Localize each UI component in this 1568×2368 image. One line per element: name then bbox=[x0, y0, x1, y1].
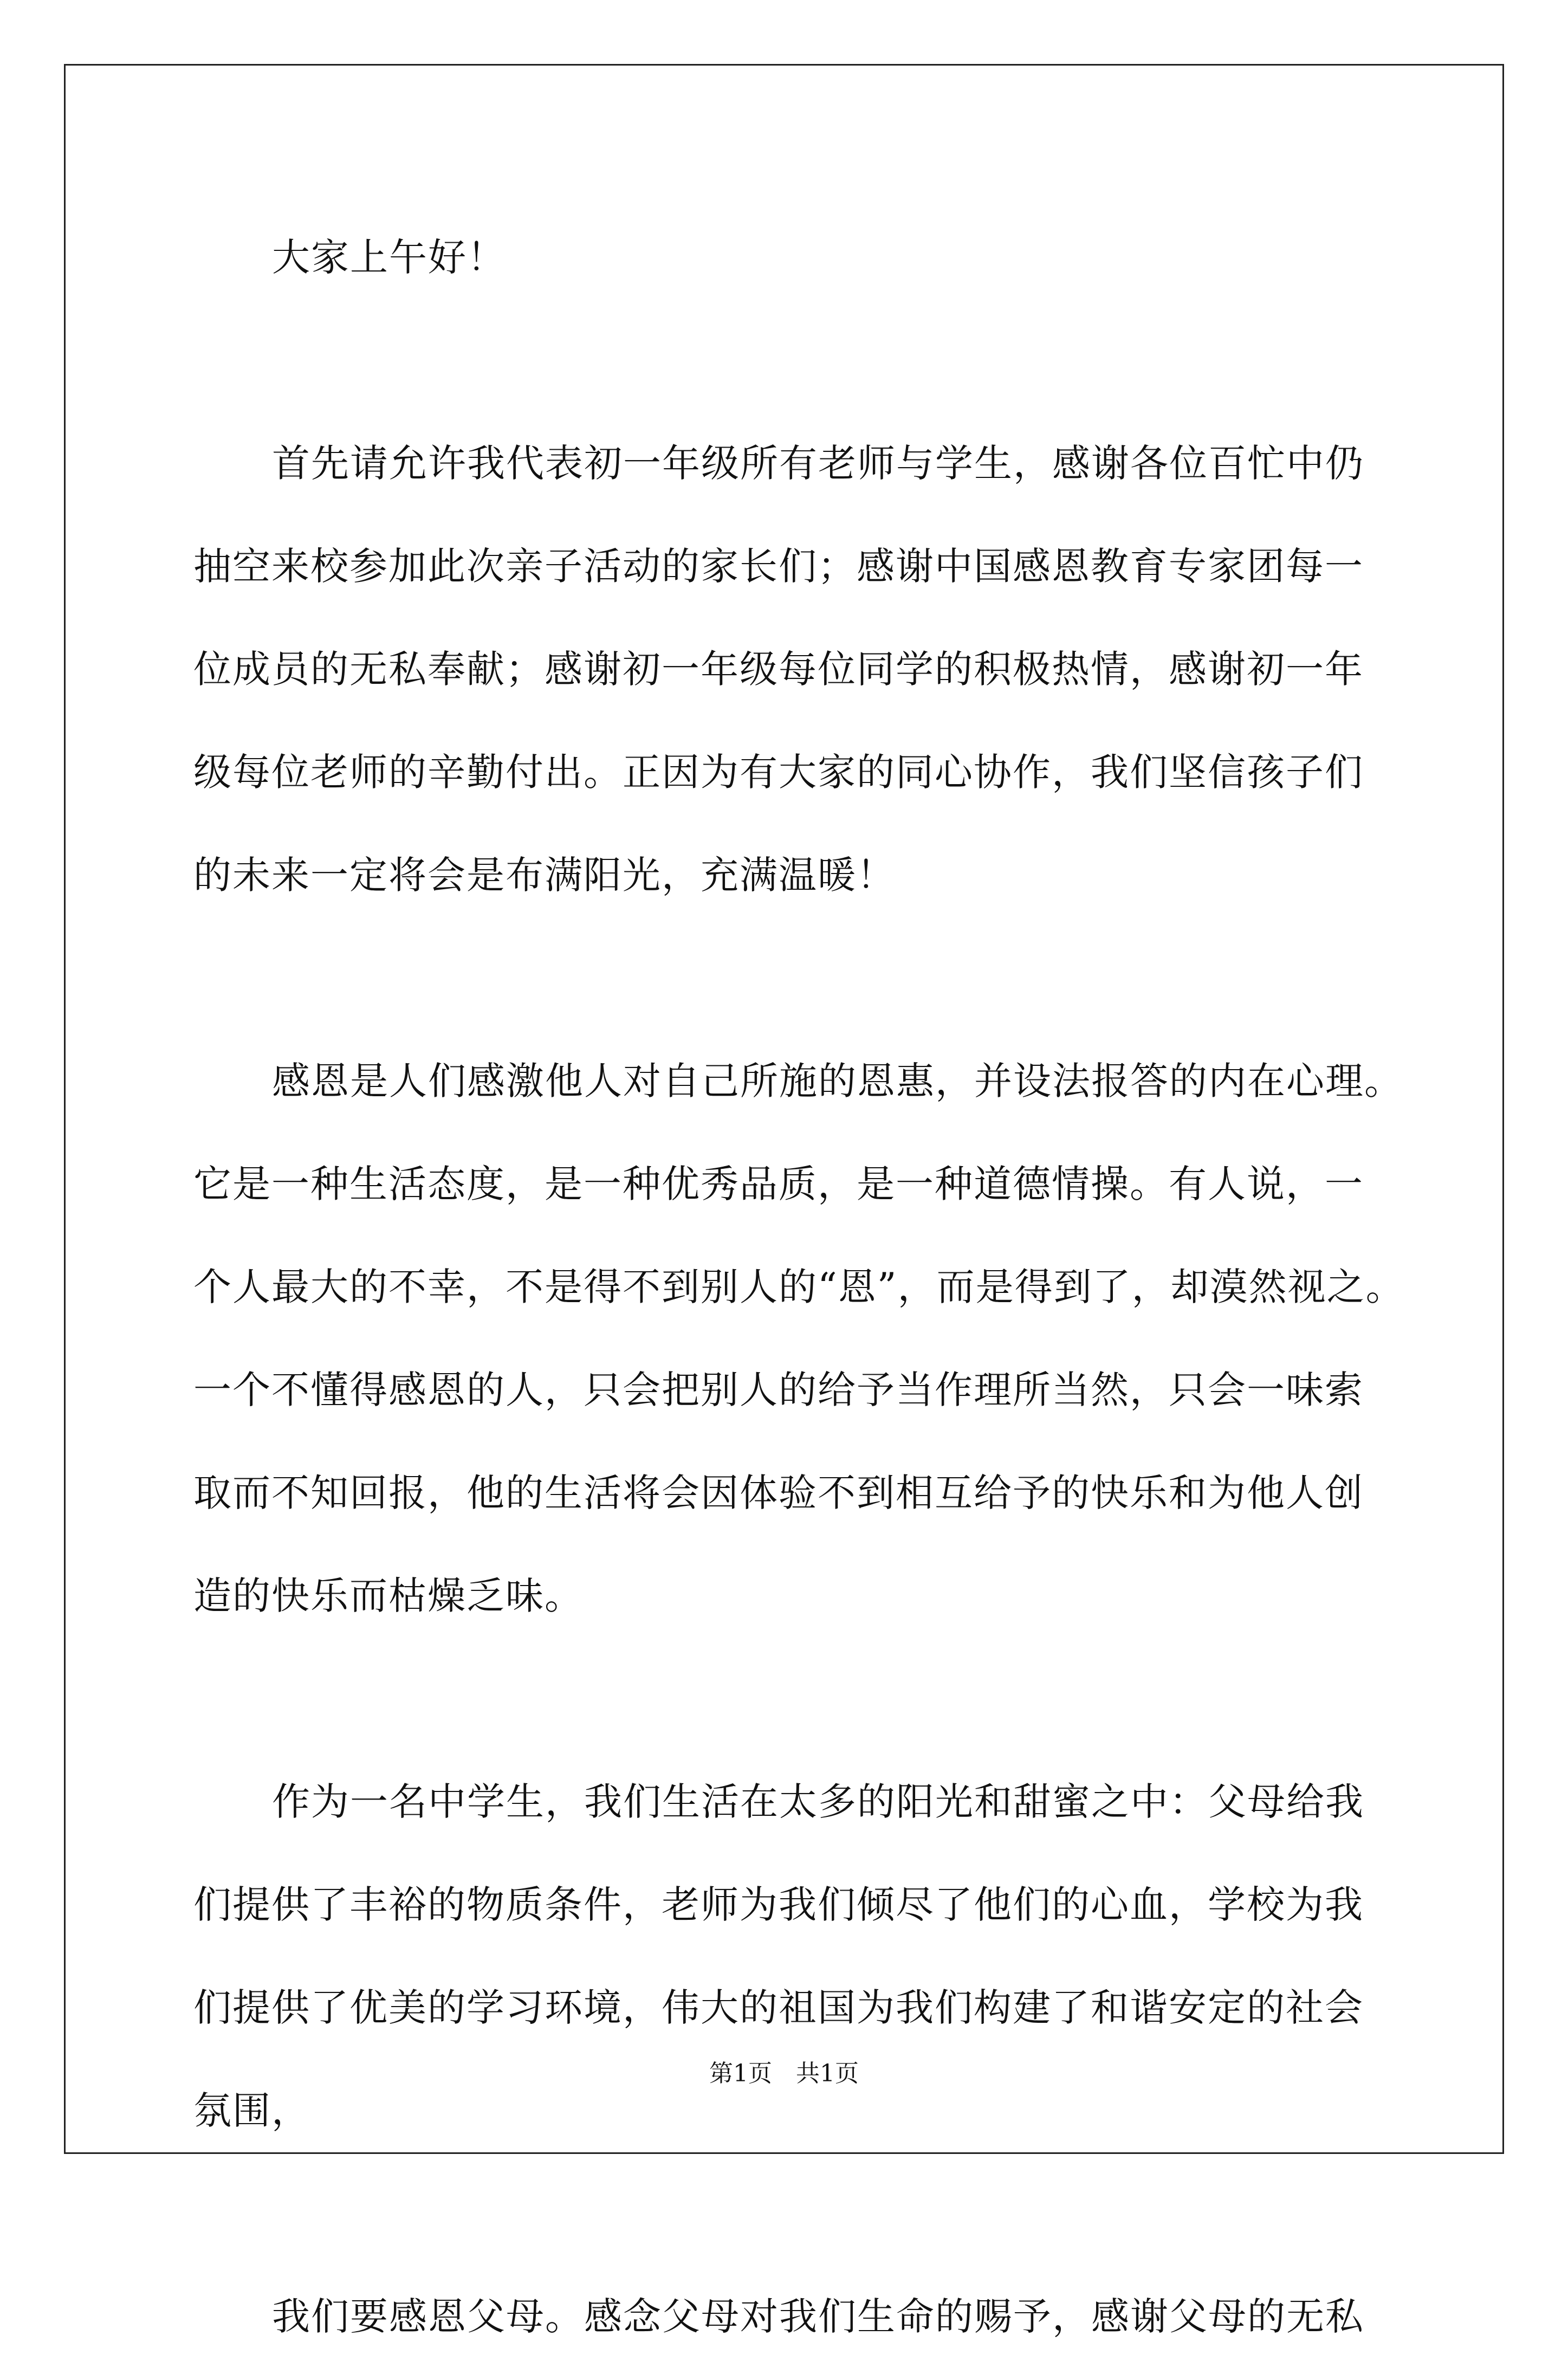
page-footer bbox=[0, 2054, 1568, 2088]
text-line: 抽空来校参加此次亲子活动的家长们；感谢中国感恩教育专家团每一 bbox=[193, 544, 1364, 588]
text-line: 一个不懂得感恩的人，只会把别人的给予当作理所当然，只会一味索 bbox=[193, 1368, 1364, 1412]
text-line: 它是一种生活态度，是一种优秀品质，是一种道德情操。有人说，一 bbox=[193, 1162, 1364, 1206]
paragraph-gap bbox=[193, 927, 1375, 1030]
document-body bbox=[193, 206, 1405, 2368]
text-line: 我们要感恩父母。感念父母对我们生命的赐予，感谢父母的无私 bbox=[272, 2294, 1364, 2339]
text-line: 感恩是人们感激他人对自己所施的恩惠，并设法报答的内在心理。 bbox=[272, 1059, 1403, 1103]
paragraph bbox=[193, 1030, 1405, 1647]
text-line: 个人最大的不幸，不是得不到别人的“恩”，而是得到了，却漠然视之。 bbox=[193, 1265, 1405, 1309]
text-line: 们提供了丰裕的物质条件，老师为我们倾尽了他们的心血，学校为我 bbox=[193, 1882, 1364, 1927]
paragraph-gap bbox=[193, 1647, 1375, 1750]
paragraph-gap bbox=[193, 2162, 1375, 2265]
text-line: 取而不知回报，他的生活将会因体验不到相互给予的快乐和为他人创 bbox=[193, 1471, 1364, 1515]
text-line: 作为一名中学生，我们生活在太多的阳光和甜蜜之中：父母给我 bbox=[272, 1780, 1364, 1824]
page-number: 第1页 bbox=[709, 2060, 772, 2087]
text-line: 位成员的无私奉献；感谢初一年级每位同学的积极热情，感谢初一年 bbox=[193, 647, 1364, 691]
text-line: 的未来一定将会是布满阳光，充满温暖！ bbox=[193, 853, 896, 897]
paragraph bbox=[193, 2265, 1375, 2368]
paragraph bbox=[193, 1750, 1375, 2162]
text-line: 造的快乐而枯燥乏味。 bbox=[193, 1574, 584, 1618]
page-total: 共1页 bbox=[796, 2060, 859, 2087]
paragraph-gap bbox=[193, 309, 1375, 412]
paragraph bbox=[193, 412, 1375, 927]
text-line: 首先请允许我代表初一年级所有老师与学生，感谢各位百忙中仍 bbox=[272, 441, 1364, 486]
text-line: 氛围， bbox=[193, 2088, 310, 2133]
paragraph bbox=[193, 206, 1375, 309]
text-line: 们提供了优美的学习环境，伟大的祖国为我们构建了和谐安定的社会 bbox=[193, 1985, 1364, 2030]
text-line: 大家上午好！ bbox=[272, 235, 506, 280]
text-line: 级每位老师的辛勤付出。正因为有大家的同心协作，我们坚信孩子们 bbox=[193, 750, 1364, 794]
